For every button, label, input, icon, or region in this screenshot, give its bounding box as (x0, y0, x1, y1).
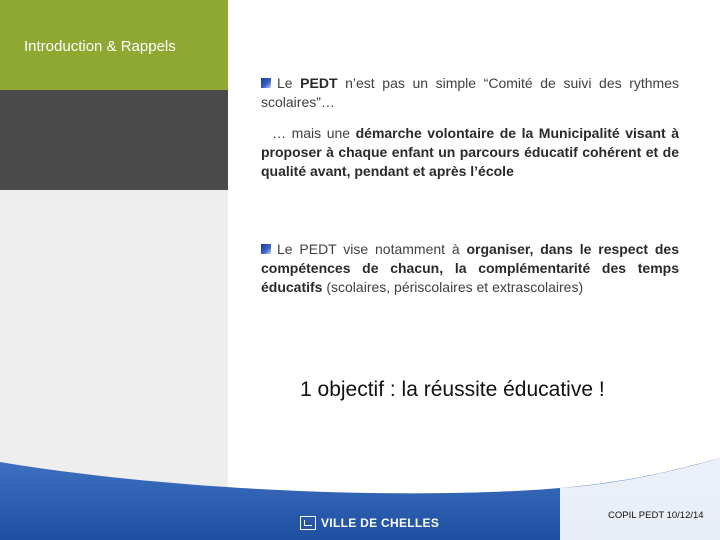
section-title: Introduction & Rappels (24, 38, 176, 55)
square-bullet-icon (261, 78, 271, 88)
sidebar-dark-block (0, 90, 228, 190)
paragraph-municipal-approach: … mais une démarche volontaire de la Municipalité visant à proposer à chaque enfant un parcours éducatif cohérent et de qualité avant, pendant et après l’école (261, 125, 680, 179)
paragraph-pedt-definition: Le PEDT n’est pas un simple “Comité de suivi des rythmes scolaires”… (261, 75, 679, 110)
sidebar-header (0, 0, 228, 90)
footer-date-note: COPIL PEDT 10/12/14 (608, 510, 704, 521)
objective-statement: 1 objectif : la réussite éducative ! (300, 378, 605, 401)
city-logo: VILLE DE CHELLES (300, 516, 439, 530)
square-bullet-icon (261, 244, 271, 254)
city-logo-icon (300, 516, 316, 530)
paragraph-pedt-goal: Le PEDT vise notamment à organiser, dans le respect des compétences de chacun, la complémentarité des temps éducatifs (scolaires, périscolaires et extrascolaires) (261, 241, 679, 295)
